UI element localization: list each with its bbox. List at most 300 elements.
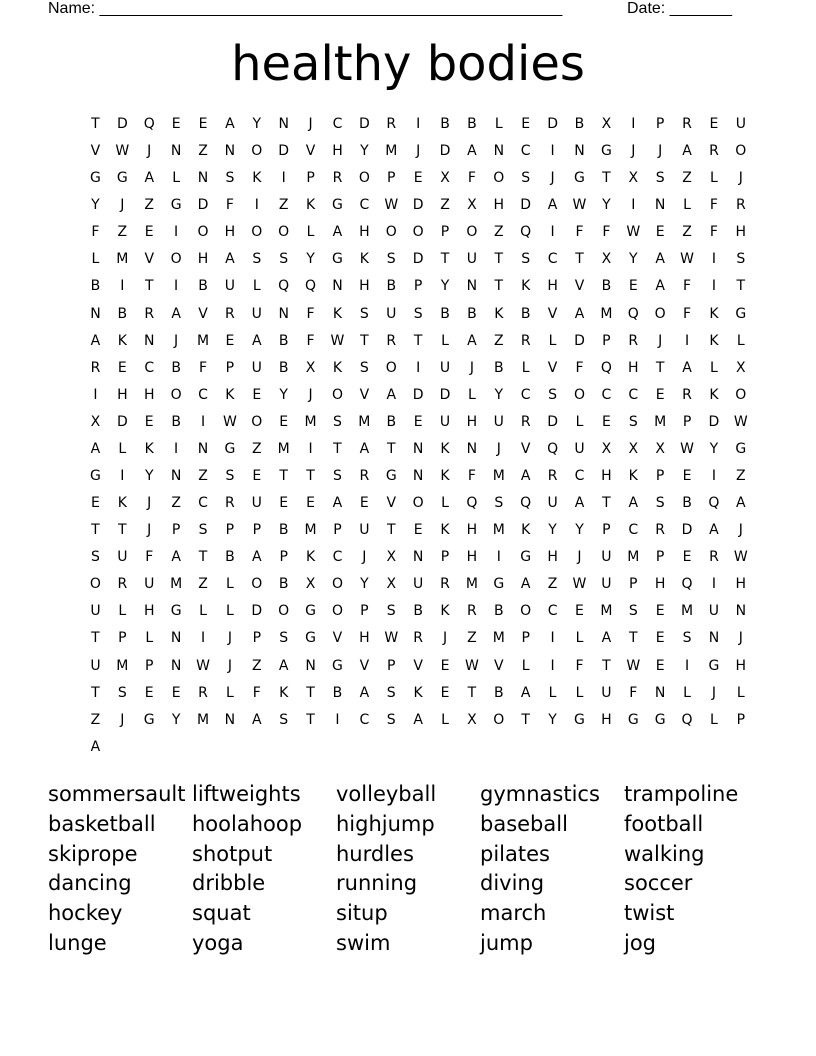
grid-letter[interactable]: F — [198, 359, 208, 376]
grid-letter[interactable]: I — [550, 224, 555, 241]
grid-letter[interactable]: G — [170, 603, 182, 620]
grid-letter[interactable]: B — [574, 116, 585, 132]
grid-letter[interactable]: H — [143, 386, 155, 403]
grid-letter[interactable]: Y — [144, 468, 154, 485]
grid-letter[interactable]: B — [494, 603, 504, 620]
grid-letter[interactable]: G — [385, 468, 397, 485]
grid-letter[interactable]: U — [439, 359, 451, 376]
grid-letter[interactable]: A — [574, 495, 585, 512]
grid-letter[interactable]: D — [412, 251, 424, 268]
grid-letter[interactable]: O — [385, 359, 397, 376]
grid-letter[interactable]: M — [465, 576, 478, 593]
grid-letter[interactable]: Q — [681, 711, 693, 728]
grid-letter[interactable]: Q — [305, 278, 317, 295]
grid-letter[interactable]: K — [225, 386, 235, 403]
grid-letter[interactable]: H — [547, 278, 558, 295]
grid-letter[interactable]: H — [466, 522, 478, 539]
grid-letter[interactable]: Z — [251, 440, 262, 457]
grid-letter[interactable]: Z — [117, 224, 128, 241]
grid-letter[interactable]: L — [225, 576, 234, 593]
grid-letter[interactable]: P — [655, 468, 665, 485]
grid-letter[interactable]: E — [413, 170, 423, 187]
grid-letter[interactable]: T — [118, 522, 127, 539]
grid-letter[interactable]: R — [709, 143, 719, 160]
grid-letter[interactable]: E — [440, 684, 450, 701]
grid-letter[interactable]: O — [654, 305, 666, 322]
grid-letter[interactable]: E — [198, 116, 208, 132]
grid-letter[interactable]: O — [278, 603, 290, 620]
grid-letter[interactable]: E — [252, 386, 262, 403]
grid-letter[interactable]: T — [91, 630, 100, 647]
grid-letter[interactable]: W — [572, 576, 587, 593]
grid-letter[interactable]: V — [547, 305, 558, 322]
grid-letter[interactable]: L — [494, 116, 503, 132]
grid-letter[interactable]: P — [145, 657, 154, 674]
grid-letter[interactable]: V — [305, 143, 316, 160]
grid-letter[interactable]: T — [386, 522, 396, 539]
grid-letter[interactable]: Q — [143, 116, 155, 132]
grid-letter[interactable]: X — [305, 576, 316, 593]
grid-letter[interactable]: T — [655, 359, 665, 376]
grid-letter[interactable]: C — [332, 549, 343, 566]
grid-letter[interactable]: K — [305, 549, 316, 566]
grid-letter[interactable]: Q — [681, 576, 693, 593]
grid-letter[interactable]: C — [144, 359, 155, 376]
grid-letter[interactable]: I — [631, 116, 636, 132]
grid-letter[interactable]: H — [197, 251, 209, 268]
grid-letter[interactable]: Q — [547, 440, 559, 457]
grid-letter[interactable]: I — [711, 468, 716, 485]
grid-letter[interactable]: G — [305, 603, 316, 620]
grid-letter[interactable]: U — [466, 251, 478, 268]
grid-letter[interactable]: Y — [548, 522, 557, 539]
grid-letter[interactable]: U — [547, 495, 558, 512]
grid-letter[interactable]: N — [654, 684, 666, 701]
grid-letter[interactable]: N — [412, 549, 424, 566]
grid-letter[interactable]: V — [90, 143, 101, 160]
grid-letter[interactable]: R — [520, 413, 531, 430]
grid-letter[interactable]: I — [416, 116, 421, 132]
grid-letter[interactable]: W — [733, 549, 748, 566]
grid-letter[interactable]: V — [359, 386, 370, 403]
grid-letter[interactable]: Y — [709, 440, 719, 457]
grid-letter[interactable]: Z — [198, 468, 208, 485]
grid-letter[interactable]: A — [574, 305, 585, 322]
grid-letter[interactable]: P — [387, 170, 396, 187]
grid-letter[interactable]: R — [628, 332, 639, 349]
grid-letter[interactable]: F — [225, 197, 234, 214]
grid-letter[interactable]: K — [709, 332, 719, 349]
grid-letter[interactable]: F — [709, 197, 718, 214]
grid-letter[interactable]: K — [144, 440, 154, 457]
grid-letter[interactable]: V — [198, 305, 208, 322]
grid-letter[interactable]: S — [548, 386, 558, 403]
grid-letter[interactable]: F — [575, 359, 584, 376]
grid-letter[interactable]: A — [386, 386, 397, 403]
grid-letter[interactable]: P — [440, 549, 450, 566]
grid-letter[interactable]: N — [224, 143, 236, 160]
grid-letter[interactable]: I — [93, 386, 98, 403]
grid-letter[interactable]: J — [308, 386, 313, 403]
grid-letter[interactable]: N — [224, 711, 236, 728]
grid-letter[interactable]: O — [331, 386, 343, 403]
grid-letter[interactable]: B — [117, 305, 128, 322]
grid-letter[interactable]: V — [547, 359, 558, 376]
grid-letter[interactable]: E — [279, 413, 289, 430]
grid-letter[interactable]: J — [738, 170, 743, 187]
grid-letter[interactable]: M — [116, 251, 129, 268]
grid-letter[interactable]: L — [575, 684, 584, 701]
grid-letter[interactable]: K — [117, 495, 127, 512]
grid-letter[interactable]: O — [358, 170, 370, 187]
grid-letter[interactable]: S — [521, 251, 531, 268]
grid-letter[interactable]: W — [572, 197, 587, 214]
grid-letter[interactable]: R — [332, 170, 343, 187]
grid-letter[interactable]: T — [602, 495, 611, 512]
grid-letter[interactable]: M — [277, 440, 290, 457]
grid-letter[interactable]: K — [279, 684, 289, 701]
grid-letter[interactable]: J — [174, 332, 179, 349]
grid-letter[interactable]: X — [628, 440, 639, 457]
grid-letter[interactable]: M — [358, 413, 371, 430]
grid-letter[interactable]: S — [359, 359, 369, 376]
grid-letter[interactable]: R — [144, 305, 155, 322]
grid-letter[interactable]: H — [359, 224, 370, 241]
grid-letter[interactable]: A — [682, 143, 692, 160]
grid-letter[interactable]: N — [90, 305, 101, 322]
grid-letter[interactable]: I — [684, 657, 690, 674]
grid-letter[interactable]: Y — [91, 197, 100, 214]
grid-letter[interactable]: K — [305, 197, 316, 214]
grid-letter[interactable]: F — [629, 684, 638, 701]
grid-letter[interactable]: M — [600, 305, 613, 322]
grid-letter[interactable]: M — [492, 468, 505, 485]
grid-letter[interactable]: B — [332, 684, 343, 701]
grid-letter[interactable]: K — [117, 332, 127, 349]
grid-letter[interactable]: B — [278, 576, 289, 593]
grid-letter[interactable]: Z — [682, 224, 692, 241]
grid-letter[interactable]: B — [225, 549, 235, 566]
grid-letter[interactable]: A — [90, 440, 101, 457]
grid-letter[interactable]: R — [682, 386, 692, 403]
grid-letter[interactable]: S — [736, 251, 746, 268]
grid-letter[interactable]: J — [442, 630, 448, 647]
grid-letter[interactable]: H — [601, 468, 612, 485]
grid-letter[interactable]: X — [386, 576, 397, 593]
grid-letter[interactable]: S — [413, 305, 423, 322]
grid-letter[interactable]: L — [118, 440, 127, 457]
grid-letter[interactable]: O — [331, 576, 343, 593]
grid-letter[interactable]: J — [416, 143, 421, 160]
grid-letter[interactable]: U — [574, 440, 585, 457]
grid-letter[interactable]: L — [468, 386, 476, 403]
grid-letter[interactable]: S — [198, 522, 208, 539]
grid-letter[interactable]: P — [655, 549, 665, 566]
grid-letter[interactable]: R — [547, 468, 558, 485]
grid-letter[interactable]: I — [550, 143, 555, 160]
grid-letter[interactable]: W — [196, 657, 210, 674]
grid-letter[interactable]: K — [709, 386, 719, 403]
grid-letter[interactable]: W — [115, 143, 130, 160]
grid-letter[interactable]: E — [628, 278, 638, 295]
grid-letter[interactable]: G — [170, 197, 182, 214]
grid-letter[interactable]: A — [467, 332, 477, 349]
grid-letter[interactable]: J — [308, 116, 313, 132]
grid-letter[interactable]: P — [171, 522, 181, 539]
grid-letter[interactable]: F — [575, 657, 584, 674]
grid-letter[interactable]: V — [386, 495, 397, 512]
grid-letter[interactable]: B — [386, 278, 397, 295]
grid-letter[interactable]: U — [601, 549, 612, 566]
grid-letter[interactable]: A — [171, 549, 181, 566]
grid-letter[interactable]: Y — [548, 711, 557, 728]
grid-letter[interactable]: E — [413, 413, 423, 430]
grid-letter[interactable]: M — [170, 576, 183, 593]
grid-letter[interactable]: O — [251, 576, 263, 593]
grid-letter[interactable]: K — [440, 522, 450, 539]
grid-letter[interactable]: L — [683, 684, 691, 701]
grid-letter[interactable]: G — [493, 576, 505, 593]
grid-letter[interactable]: Q — [520, 224, 532, 241]
grid-letter[interactable]: F — [575, 224, 584, 241]
grid-letter[interactable]: B — [198, 278, 208, 295]
grid-letter[interactable]: T — [521, 711, 530, 728]
grid-letter[interactable]: A — [171, 305, 181, 322]
grid-letter[interactable]: V — [494, 657, 504, 674]
grid-letter[interactable]: L — [441, 332, 449, 349]
grid-letter[interactable]: Q — [708, 495, 720, 512]
grid-letter[interactable]: X — [601, 116, 612, 132]
grid-letter[interactable]: K — [628, 468, 638, 485]
grid-letter[interactable]: D — [358, 116, 370, 132]
grid-letter[interactable]: P — [521, 630, 530, 647]
grid-letter[interactable]: Y — [494, 386, 504, 403]
grid-letter[interactable]: M — [492, 630, 505, 647]
grid-letter[interactable]: J — [738, 630, 743, 647]
grid-letter[interactable]: N — [332, 278, 343, 295]
grid-letter[interactable]: L — [172, 170, 181, 187]
grid-letter[interactable]: Z — [467, 630, 477, 647]
grid-letter[interactable]: N — [654, 197, 666, 214]
grid-letter[interactable]: E — [682, 468, 692, 485]
grid-letter[interactable]: Y — [360, 143, 369, 160]
grid-letter[interactable]: R — [198, 684, 208, 701]
grid-letter[interactable]: T — [413, 332, 423, 349]
grid-letter[interactable]: Y — [602, 197, 611, 214]
grid-letter[interactable]: V — [332, 630, 343, 647]
grid-letter[interactable]: T — [306, 711, 315, 728]
grid-letter[interactable]: O — [170, 386, 182, 403]
grid-letter[interactable]: N — [278, 116, 289, 132]
grid-letter[interactable]: I — [496, 549, 501, 566]
grid-letter[interactable]: S — [225, 170, 235, 187]
grid-letter[interactable]: P — [306, 170, 315, 187]
grid-letter[interactable]: E — [359, 495, 369, 512]
grid-letter[interactable]: A — [225, 251, 235, 268]
grid-letter[interactable]: R — [520, 332, 531, 349]
grid-letter[interactable]: P — [655, 116, 665, 132]
grid-letter[interactable]: R — [386, 332, 397, 349]
grid-letter[interactable]: F — [306, 305, 315, 322]
grid-letter[interactable]: A — [520, 684, 531, 701]
grid-letter[interactable]: G — [600, 143, 612, 160]
grid-letter[interactable]: R — [682, 116, 692, 132]
grid-letter[interactable]: E — [279, 495, 289, 512]
grid-letter[interactable]: S — [628, 413, 638, 430]
grid-letter[interactable]: Z — [494, 224, 504, 241]
grid-letter[interactable]: S — [279, 711, 289, 728]
grid-letter[interactable]: L — [710, 170, 718, 187]
grid-letter[interactable]: W — [733, 413, 748, 430]
grid-letter[interactable]: P — [118, 630, 127, 647]
grid-letter[interactable]: E — [306, 495, 315, 512]
grid-letter[interactable]: O — [385, 224, 397, 241]
grid-letter[interactable]: S — [386, 684, 396, 701]
grid-letter[interactable]: E — [91, 495, 100, 512]
grid-letter[interactable]: D — [278, 143, 290, 160]
grid-letter[interactable]: A — [655, 278, 665, 295]
grid-letter[interactable]: E — [709, 116, 719, 132]
grid-letter[interactable]: O — [197, 224, 209, 241]
grid-letter[interactable]: M — [600, 603, 613, 620]
grid-letter[interactable]: R — [413, 630, 423, 647]
grid-letter[interactable]: K — [521, 522, 531, 539]
grid-letter[interactable]: U — [224, 278, 236, 295]
grid-letter[interactable]: K — [440, 603, 450, 620]
grid-letter[interactable]: I — [308, 440, 313, 457]
grid-letter[interactable]: Z — [494, 332, 504, 349]
grid-letter[interactable]: E — [440, 657, 450, 674]
grid-letter[interactable]: N — [412, 468, 424, 485]
grid-letter[interactable]: K — [252, 170, 262, 187]
grid-letter[interactable]: H — [143, 603, 155, 620]
grid-letter[interactable]: S — [655, 495, 665, 512]
grid-letter[interactable]: N — [305, 657, 316, 674]
grid-letter[interactable]: N — [466, 440, 478, 457]
grid-letter[interactable]: A — [359, 440, 370, 457]
grid-letter[interactable]: E — [521, 116, 531, 132]
grid-letter[interactable]: R — [117, 576, 128, 593]
grid-letter[interactable]: P — [225, 522, 235, 539]
grid-letter[interactable]: U — [90, 657, 101, 674]
grid-letter[interactable]: G — [116, 170, 128, 187]
grid-letter[interactable]: R — [735, 197, 746, 214]
grid-letter[interactable]: K — [332, 359, 343, 376]
grid-letter[interactable]: U — [251, 305, 262, 322]
grid-letter[interactable]: L — [548, 684, 557, 701]
grid-letter[interactable]: H — [359, 630, 370, 647]
grid-letter[interactable]: O — [251, 413, 263, 430]
grid-letter[interactable]: I — [550, 630, 555, 647]
grid-letter[interactable]: Y — [252, 116, 262, 132]
grid-letter[interactable]: L — [683, 197, 691, 214]
grid-letter[interactable]: U — [735, 116, 746, 132]
grid-letter[interactable]: S — [117, 684, 127, 701]
grid-letter[interactable]: P — [440, 224, 450, 241]
grid-letter[interactable]: M — [627, 549, 640, 566]
grid-letter[interactable]: I — [254, 197, 259, 214]
grid-letter[interactable]: X — [601, 251, 612, 268]
grid-letter[interactable]: P — [252, 522, 262, 539]
grid-letter[interactable]: O — [170, 251, 182, 268]
grid-letter[interactable]: I — [174, 440, 179, 457]
date-field[interactable]: Date: _______ — [627, 0, 732, 17]
grid-letter[interactable]: Z — [144, 197, 155, 214]
grid-letter[interactable]: F — [91, 224, 100, 241]
grid-letter[interactable]: N — [143, 332, 155, 349]
grid-letter[interactable]: Q — [520, 495, 532, 512]
grid-letter[interactable]: Z — [90, 711, 101, 728]
grid-letter[interactable]: I — [711, 251, 716, 268]
grid-letter[interactable]: E — [144, 684, 154, 701]
grid-letter[interactable]: J — [496, 440, 501, 457]
grid-letter[interactable]: J — [577, 549, 582, 566]
grid-letter[interactable]: D — [547, 413, 558, 430]
grid-letter[interactable]: T — [494, 251, 504, 268]
grid-letter[interactable]: N — [574, 143, 585, 160]
grid-letter[interactable]: I — [416, 359, 421, 376]
grid-letter[interactable]: B — [467, 305, 477, 322]
grid-letter[interactable]: A — [332, 495, 343, 512]
grid-letter[interactable]: R — [225, 305, 235, 322]
grid-letter[interactable]: S — [359, 305, 369, 322]
grid-letter[interactable]: K — [521, 278, 531, 295]
grid-letter[interactable]: Y — [440, 278, 450, 295]
grid-letter[interactable]: C — [359, 711, 370, 728]
grid-letter[interactable]: J — [631, 143, 636, 160]
grid-letter[interactable]: A — [252, 332, 262, 349]
grid-letter[interactable]: V — [359, 657, 370, 674]
grid-letter[interactable]: S — [655, 170, 665, 187]
grid-letter[interactable]: A — [278, 657, 289, 674]
grid-letter[interactable]: B — [278, 359, 289, 376]
grid-letter[interactable]: R — [440, 576, 450, 593]
grid-letter[interactable]: B — [90, 278, 101, 295]
grid-letter[interactable]: G — [735, 440, 747, 457]
grid-letter[interactable]: X — [305, 359, 316, 376]
grid-letter[interactable]: B — [278, 332, 289, 349]
grid-letter[interactable]: Z — [251, 657, 262, 674]
grid-letter[interactable]: B — [171, 413, 181, 430]
grid-letter[interactable]: J — [738, 522, 743, 539]
grid-letter[interactable]: T — [333, 440, 342, 457]
grid-letter[interactable]: E — [144, 413, 154, 430]
grid-letter[interactable]: S — [252, 251, 262, 268]
grid-letter[interactable]: C — [520, 143, 531, 160]
grid-letter[interactable]: J — [469, 359, 474, 376]
grid-letter[interactable]: C — [628, 522, 639, 539]
grid-letter[interactable]: G — [574, 170, 585, 187]
grid-letter[interactable]: Z — [198, 143, 208, 160]
grid-letter[interactable]: R — [386, 116, 397, 132]
grid-letter[interactable]: U — [144, 576, 155, 593]
grid-letter[interactable]: J — [658, 143, 663, 160]
grid-letter[interactable]: O — [466, 224, 478, 241]
grid-letter[interactable]: T — [467, 684, 477, 701]
grid-letter[interactable]: I — [711, 576, 716, 593]
grid-letter[interactable]: G — [627, 711, 639, 728]
grid-letter[interactable]: A — [252, 711, 262, 728]
grid-letter[interactable]: N — [170, 630, 182, 647]
grid-letter[interactable]: F — [306, 332, 315, 349]
grid-letter[interactable]: T — [494, 278, 504, 295]
grid-letter[interactable]: O — [251, 143, 263, 160]
grid-letter[interactable]: W — [384, 630, 399, 647]
grid-letter[interactable]: X — [386, 549, 397, 566]
grid-letter[interactable]: B — [440, 305, 450, 322]
grid-letter[interactable]: L — [736, 684, 745, 701]
grid-letter[interactable]: D — [574, 332, 585, 349]
